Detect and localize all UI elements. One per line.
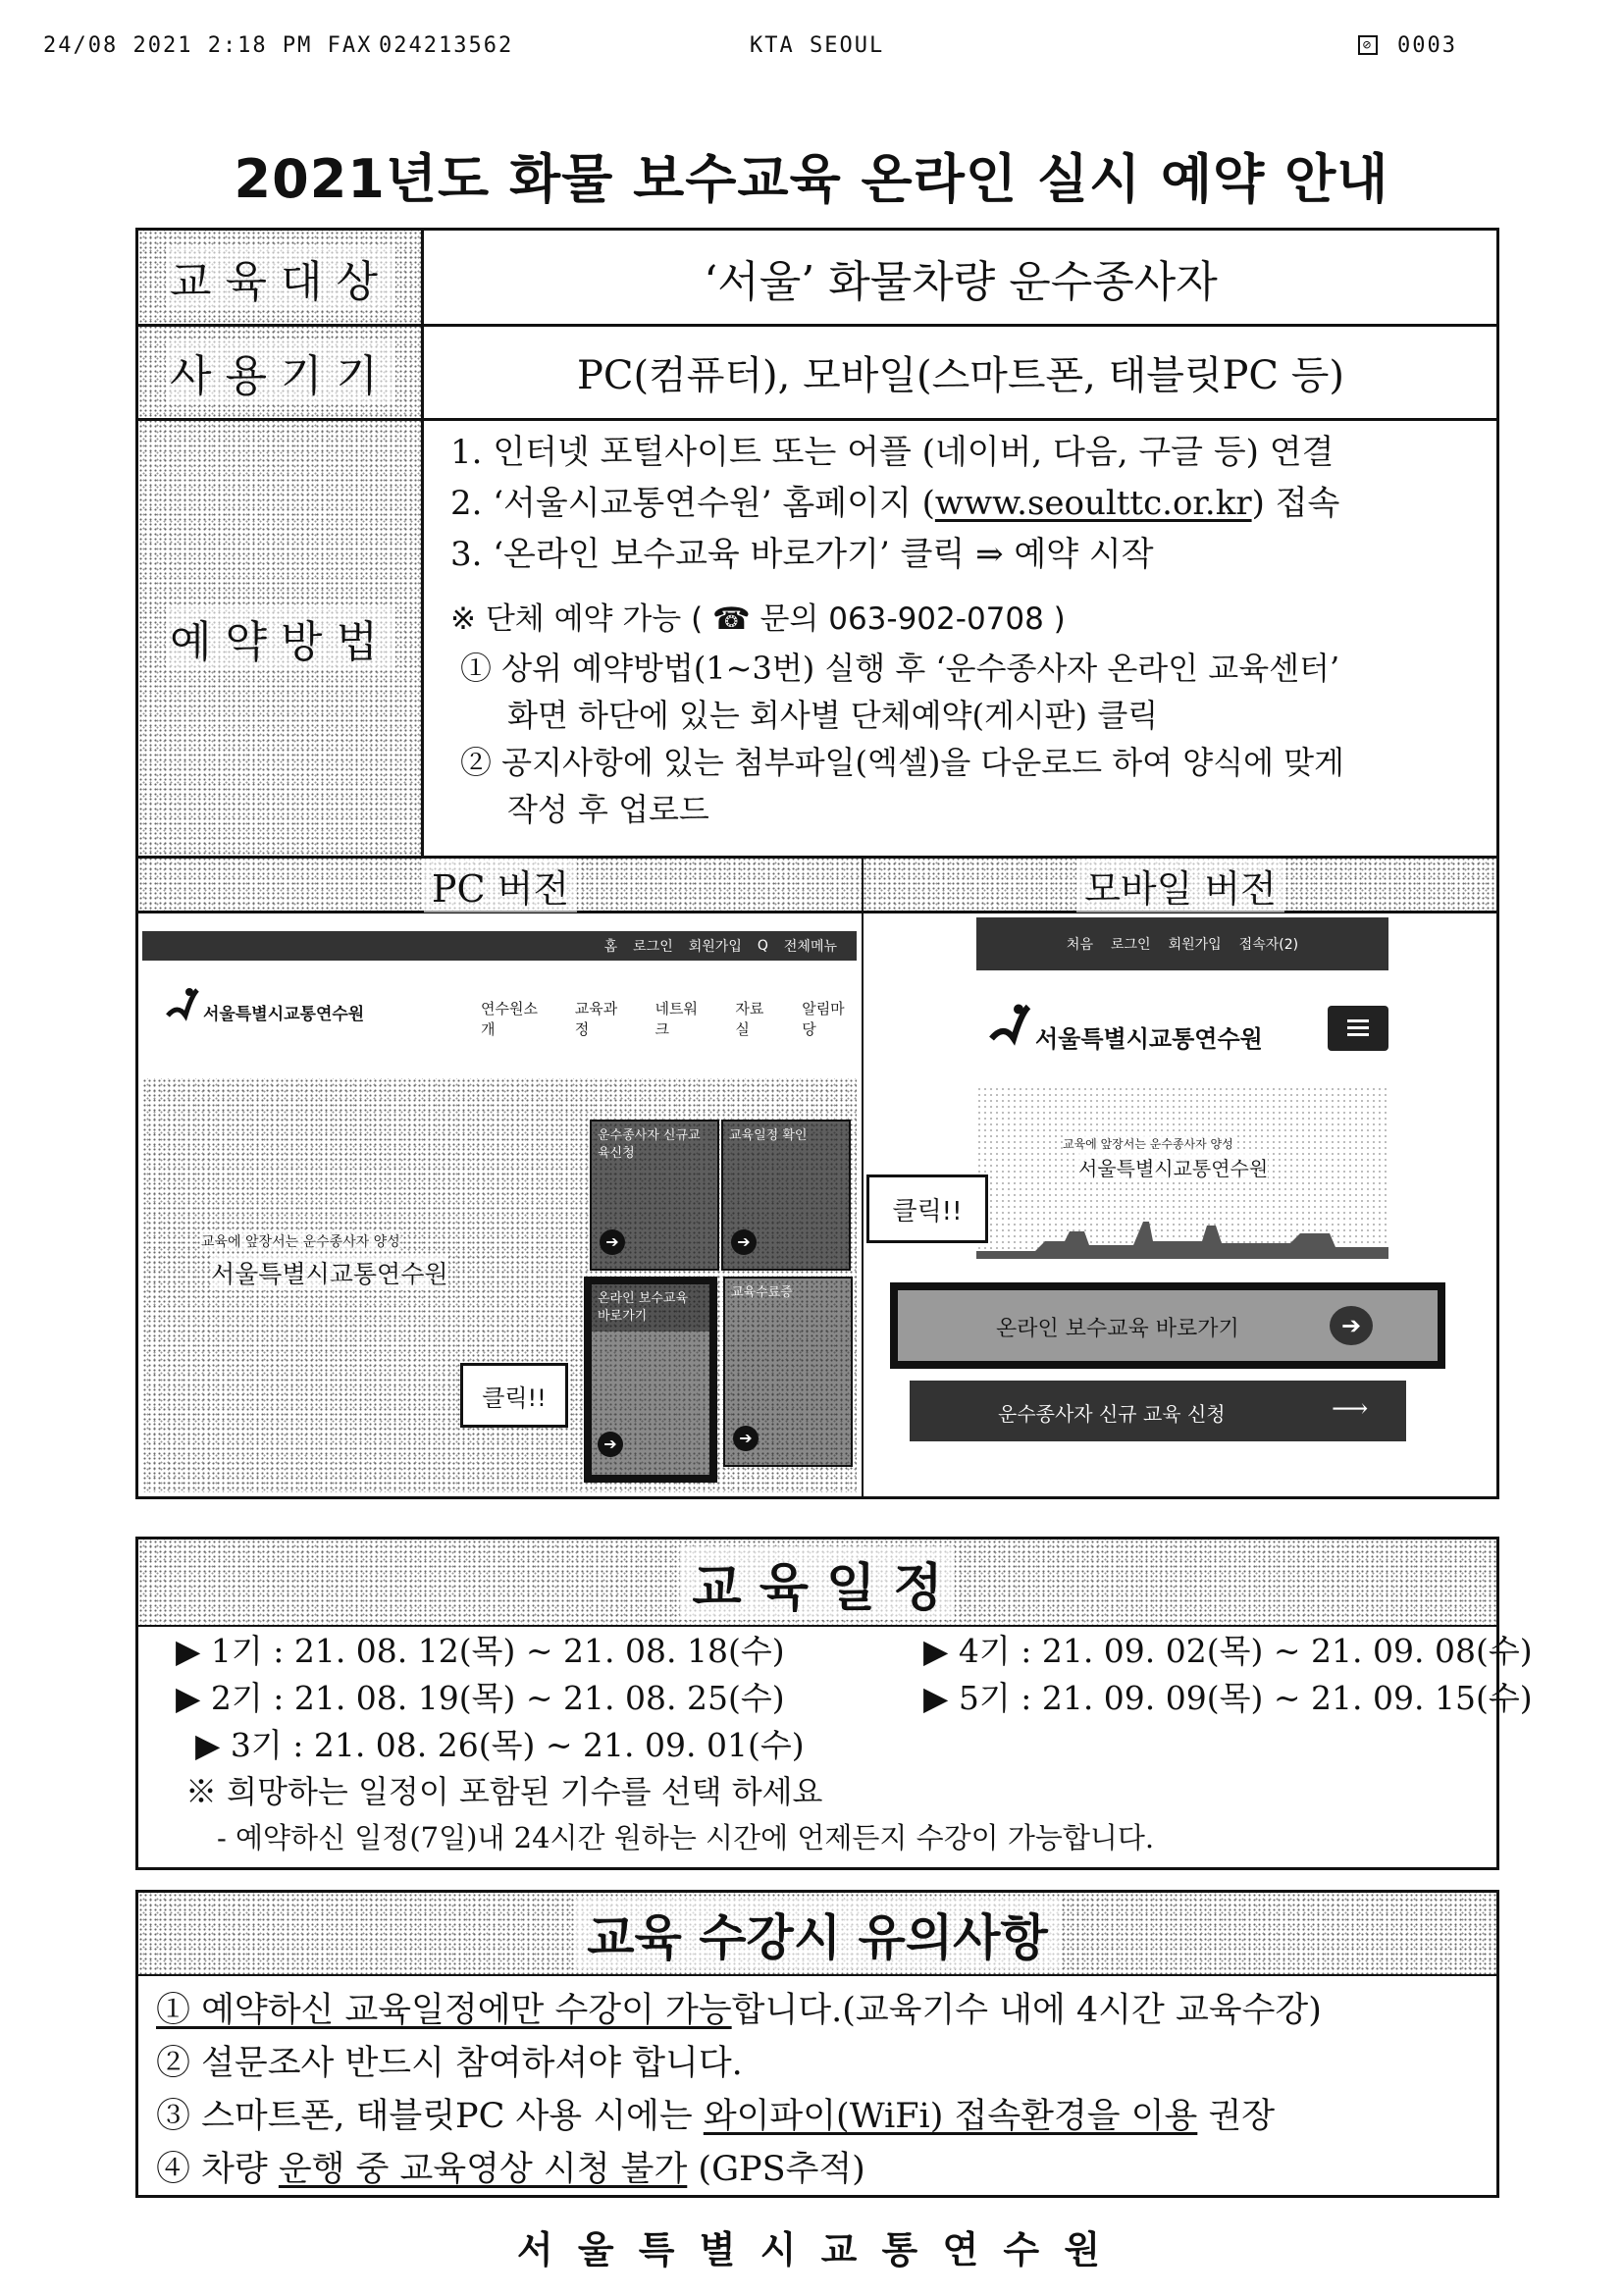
pc-tile-arrow-icon: ➔ xyxy=(598,1432,623,1457)
schedule-title: 교 육 일 정 xyxy=(138,1539,1496,1626)
group-step-1-line-2: 화면 하단에 있는 회사별 단체예약(게시판) 클릭 xyxy=(507,697,1159,734)
document-title: 2021년도 화물 보수교육 온라인 실시 예약 안내 xyxy=(234,148,1389,210)
value-device: PC(컴퓨터), 모바일(스마트폰, 태블릿PC 등) xyxy=(577,352,1344,398)
mobile-skyline xyxy=(976,1212,1388,1259)
pc-tile-new-course[interactable]: 운수종사자 신규교육신청 ➔ xyxy=(590,1120,719,1271)
pc-tile-arrow-icon: ➔ xyxy=(600,1229,625,1255)
pc-hero-line-2: 서울특별시교통연수원 xyxy=(211,1255,448,1290)
pc-logo-text: 서울특별시교통연수원 xyxy=(203,1005,365,1024)
notice-item-2: ② 설문조사 반드시 참여하셔야 합니다. xyxy=(156,2044,743,2083)
schedule-note: ※ 희망하는 일정이 포함된 기수를 선택 하세요 xyxy=(185,1773,823,1810)
group-step-1-line-1: ① 상위 예약방법(1~3번) 실행 후 ‘운수종사자 온라인 교육센터’ xyxy=(460,650,1340,687)
footer-organization: 서 울 특 별 시 교 통 연 수 원 xyxy=(516,2227,1107,2271)
pc-menu-item[interactable]: 네트워크 xyxy=(654,1000,699,1038)
mobile-top-nav xyxy=(976,917,1388,970)
method-step-1: 1. 인터넷 포털사이트 또는 어플 (네이버, 다음, 구글 등) 연결 xyxy=(450,433,1335,472)
schedule-term-1: ▶ 1기 : 21. 08. 12(목) ~ 21. 08. 18(수) xyxy=(176,1632,785,1670)
info-table xyxy=(135,228,1499,1499)
method-step-3: 3. ‘온라인 보수교육 바로가기’ 클릭 ⇒ 예약 시작 xyxy=(450,535,1154,574)
mobile-nav-item[interactable]: 접속자(2) xyxy=(1238,937,1299,953)
value-target: ‘서울’ 화물차량 운수종사자 xyxy=(704,257,1218,307)
pc-menu-item[interactable]: 자료실 xyxy=(735,1000,764,1038)
schedule-term-3: ▶ 3기 : 21. 08. 26(목) ~ 21. 09. 01(수) xyxy=(195,1726,805,1764)
notice-box xyxy=(135,1890,1499,2198)
group-reservation-note: ※ 단체 예약 가능 ( ☎ 문의 063-902-0708 ) xyxy=(450,601,1066,637)
pc-screenshot xyxy=(142,931,857,1492)
mobile-logo-icon xyxy=(986,1002,1031,1051)
pc-click-callout: 클릭!! xyxy=(460,1363,568,1428)
mobile-hero-line-2: 서울특별시교통연수원 xyxy=(1078,1153,1268,1181)
mobile-click-callout: 클릭!! xyxy=(866,1174,988,1243)
pc-version-label: PC 버전 xyxy=(138,859,863,912)
pc-tile-online-course[interactable]: 온라인 보수교육 바로가기 ➔ xyxy=(584,1277,717,1483)
fax-page: 0003 xyxy=(1397,33,1457,58)
schedule-term-4: ▶ 4기 : 21. 09. 02(목) ~ 21. 09. 08(수) xyxy=(923,1632,1533,1670)
method-step-2: 2. ‘서울시교통연수원’ 홈페이지 (www.seoulttc.or.kr) 접속 xyxy=(450,484,1340,523)
pc-tile-arrow-icon: ➔ xyxy=(733,1426,759,1451)
hamburger-menu-icon[interactable] xyxy=(1328,1006,1388,1051)
mobile-nav-item[interactable]: 로그인 xyxy=(1110,937,1151,953)
schedule-box xyxy=(135,1537,1533,1870)
mobile-screenshot xyxy=(866,917,1492,1496)
schedule-term-2: ▶ 2기 : 21. 08. 19(목) ~ 21. 08. 25(수) xyxy=(176,1679,785,1717)
pc-menu-item[interactable]: 교육과정 xyxy=(574,1000,618,1038)
pc-hero-line-1: 교육에 앞장서는 운수종사자 양성 xyxy=(201,1231,400,1251)
fax-sender: KTA SEOUL xyxy=(750,33,885,58)
label-target: 교육대상 xyxy=(138,231,423,325)
notice-item-3: ③ 스마트폰, 태블릿PC 사용 시에는 와이파이(WiFi) 접속환경을 이용 권장 xyxy=(156,2097,1276,2136)
pc-tile-schedule[interactable]: 교육일정 확인 ➔ xyxy=(721,1120,851,1271)
schedule-subnote: - 예약하신 일정(7일)내 24시간 원하는 시간에 언제든지 수강이 가능합니다. xyxy=(217,1821,1155,1854)
notice-item-4: ④ 차량 운행 중 교육영상 시청 불가 (GPS추적) xyxy=(156,2150,865,2189)
arrow-right-icon: ⟶ xyxy=(1332,1394,1369,1424)
label-device: 사용기기 xyxy=(138,325,423,419)
pc-main-menu xyxy=(481,998,857,1039)
fax-header xyxy=(43,33,1574,63)
mobile-hero-line-1: 교육에 앞장서는 운수종사자 양성 xyxy=(1063,1137,1233,1151)
homepage-link[interactable]: www.seoulttc.or.kr xyxy=(934,484,1252,523)
mobile-new-course-button[interactable]: 운수종사자 신규 교육 신청 ⟶ xyxy=(910,1381,1406,1441)
method-content xyxy=(450,427,1481,833)
notice-item-1: ① 예약하신 교육일정에만 수강이 가능합니다.(교육기수 내에 4시간 교육수강) xyxy=(156,1991,1322,2030)
fax-page-icon: ⊘ xyxy=(1358,35,1378,55)
pc-tile-arrow-icon: ➔ xyxy=(731,1229,757,1255)
arrow-right-icon: ➔ xyxy=(1330,1306,1373,1345)
pc-logo-icon xyxy=(164,986,199,1025)
mobile-nav-item[interactable]: 처음 xyxy=(1066,937,1093,953)
pc-tile-certificate[interactable]: 교육수료증 ➔ xyxy=(723,1277,853,1467)
schedule-term-5: ▶ 5기 : 21. 09. 09(목) ~ 21. 09. 15(수) xyxy=(923,1679,1533,1717)
mobile-logo-text: 서울특별시교통연수원 xyxy=(1035,1025,1263,1053)
pc-top-nav: 홈 로그인 회원가입 Q 전체메뉴 xyxy=(142,931,857,961)
notice-title: 교육 수강시 유의사항 xyxy=(138,1893,1496,1975)
mobile-version-label: 모바일 버전 xyxy=(864,859,1496,912)
fax-datetime: 24/08 2021 2:18 PM FAX xyxy=(43,33,373,58)
fax-number: 024213562 xyxy=(379,33,514,58)
label-method: 예약방법 xyxy=(138,419,423,857)
group-step-2-line-2: 작성 후 업로드 xyxy=(507,791,709,828)
pc-menu-item[interactable]: 연수원소개 xyxy=(481,1000,538,1038)
mobile-nav-item[interactable]: 회원가입 xyxy=(1168,937,1222,953)
group-step-2-line-1: ② 공지사항에 있는 첨부파일(엑셀)을 다운로드 하여 양식에 맞게 xyxy=(460,744,1344,781)
mobile-online-course-button[interactable]: 온라인 보수교육 바로가기 ➔ xyxy=(890,1282,1445,1369)
pc-menu-item[interactable]: 알림마당 xyxy=(802,1000,845,1038)
